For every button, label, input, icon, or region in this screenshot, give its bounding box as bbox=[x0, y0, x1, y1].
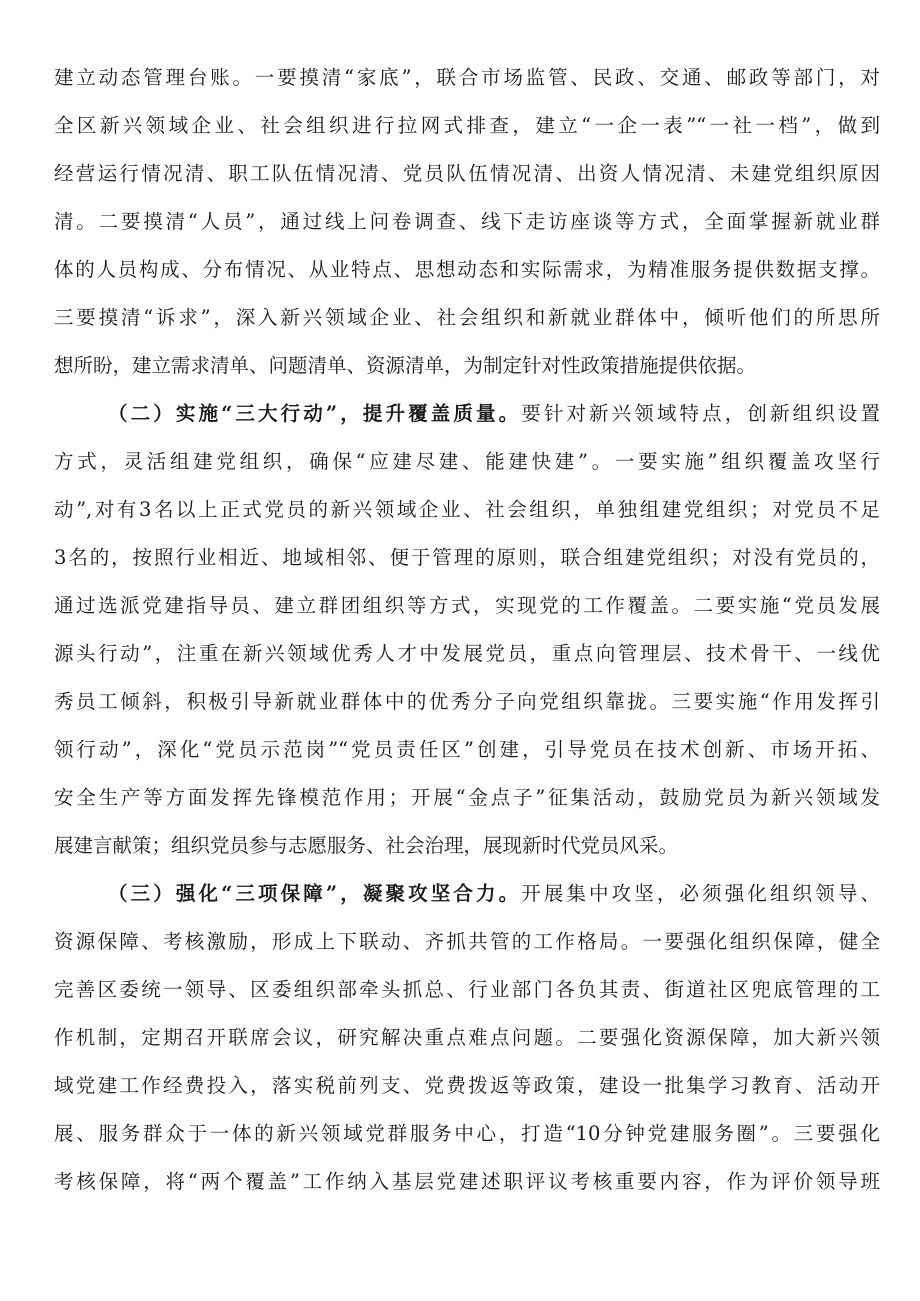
paragraph-line: 资源保障、考核激励，形成上下联动、齐抓共管的工作格局。一要强化组织保障，健全 bbox=[54, 930, 880, 953]
paragraph-line: 清。二要摸清“人员”，通过线上问卷调查、线下走访座谈等方式，全面掌握新就业群 bbox=[54, 210, 880, 233]
paragraph-line: 秀员工倾斜，积极引导新就业群体中的优秀分子向党组织靠拢。三要实施“作用发挥引 bbox=[54, 690, 880, 713]
paragraph-line: 安全生产等方面发挥先锋模范作用；开展“金点子”征集活动，鼓励党员为新兴领域发 bbox=[54, 786, 880, 809]
paragraph-line: 展、服务群众于一体的新兴领域党群服务中心，打造“10分钟党建服务圈”。三要强化 bbox=[54, 1122, 880, 1145]
paragraph-line: 体的人员构成、分布情况、从业特点、思想动态和实际需求，为精准服务提供数据支撑。 bbox=[54, 258, 880, 281]
paragraph-text: 开展集中攻坚，必须强化组织领导、 bbox=[521, 882, 880, 905]
paragraph-first-line bbox=[108, 874, 880, 914]
paragraph-line: 建立动态管理台账。一要摸清“家底”，联合市场监管、民政、交通、邮政等部门，对 bbox=[54, 66, 880, 89]
paragraph-line: 考核保障，将“两个覆盖”工作纳入基层党建述职评议考核重要内容，作为评价领导班 bbox=[54, 1170, 880, 1193]
paragraph-line: 想所盼，建立需求清单、问题清单、资源清单，为制定针对性政策措施提供依据。 bbox=[54, 354, 757, 377]
paragraph-line: 作机制，定期召开联席会议，研究解决重点难点问题。二要强化资源保障，加大新兴领 bbox=[54, 1026, 880, 1049]
paragraph-line: 展建言献策；组织党员参与志愿服务、社会治理，展现新时代党员风采。 bbox=[54, 834, 679, 857]
section-heading: （三）强化“三项保障”，凝聚攻坚合力。 bbox=[108, 882, 522, 905]
paragraph-line: 三要摸清“诉求”，深入新兴领域企业、社会组织和新就业群体中，倾听他们的所思所 bbox=[54, 306, 880, 329]
paragraph-line: 完善区委统一领导、区委组织部牵头抓总、行业部门各负其责、街道社区兜底管理的工 bbox=[54, 978, 880, 1001]
paragraph-line: 方式，灵活组建党组织，确保“应建尽建、能建快建”。一要实施”组织覆盖攻坚行 bbox=[54, 450, 880, 473]
paragraph-line: 经营运行情况清、职工队伍情况清、党员队伍情况清、出资人情况清、未建党组织原因 bbox=[54, 162, 880, 185]
paragraph-line: 3名的，按照行业相近、地域相邻、便于管理的原则，联合组建党组织；对没有党员的， bbox=[54, 546, 880, 569]
paragraph-line: 动”,对有3名以上正式党员的新兴领域企业、社会组织，单独组建党组织；对党员不足 bbox=[54, 498, 880, 521]
paragraph-line: 领行动”，深化“党员示范岗”“党员责任区”创建，引导党员在技术创新、市场开拓、 bbox=[54, 738, 880, 761]
paragraph-text: 要针对新兴领域特点，创新组织设置 bbox=[521, 402, 880, 425]
section-heading: （二）实施“三大行动”，提升覆盖质量。 bbox=[108, 402, 522, 425]
paragraph-line: 通过选派党建指导员、建立群团组织等方式，实现党的工作覆盖。二要实施“党员发展 bbox=[54, 594, 880, 617]
paragraph-first-line bbox=[108, 394, 880, 434]
paragraph-line: 域党建工作经费投入，落实税前列支、党费拨返等政策，建设一批集学习教育、活动开 bbox=[54, 1074, 880, 1097]
paragraph-line: 全区新兴领域企业、社会组织进行拉网式排查，建立“一企一表”“一社一档”，做到 bbox=[54, 114, 880, 137]
paragraph-line: 源头行动”，注重在新兴领域优秀人才中发展党员，重点向管理层、技术骨干、一线优 bbox=[54, 642, 880, 665]
